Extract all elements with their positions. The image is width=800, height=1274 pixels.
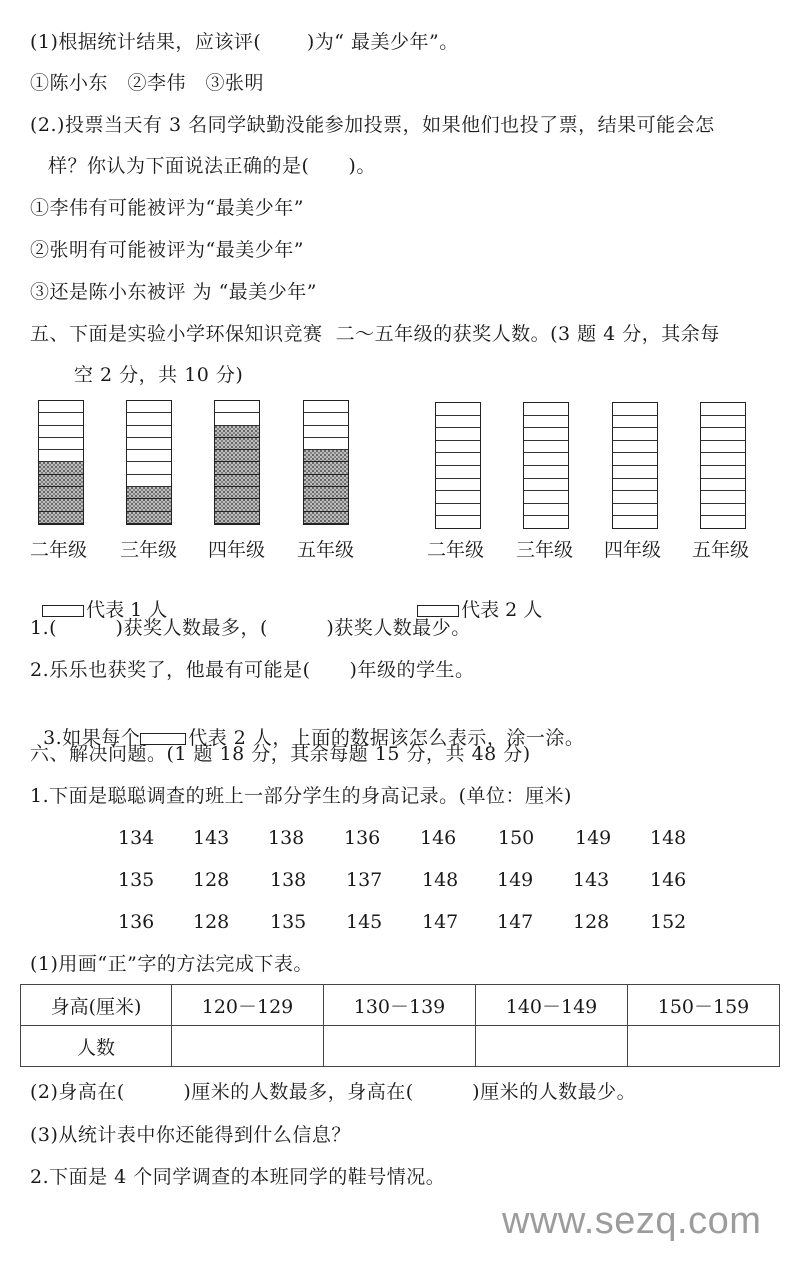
chart-cell[interactable] — [436, 441, 480, 454]
height-row — [0, 909, 800, 935]
height-value: 150 — [498, 827, 535, 849]
chart-cell[interactable] — [436, 428, 480, 441]
chart-cell[interactable] — [613, 428, 657, 441]
height-value: 137 — [346, 869, 383, 891]
problem-6-2-intro: 2.下面是 4 个同学调查的本班同学的鞋号情况。 — [30, 1166, 446, 1188]
question-5-3-prefix: 3.如果每个 — [43, 727, 141, 749]
chart-cell — [215, 487, 259, 499]
tally-range-cell: 150－159 — [628, 985, 780, 1026]
tally-header-label: 身高(厘米) — [21, 985, 172, 1026]
watermark: www.sezq.com — [502, 1200, 762, 1242]
height-value: 143 — [193, 827, 230, 849]
chart-cell — [39, 413, 83, 425]
height-value: 146 — [650, 869, 687, 891]
height-value: 135 — [118, 869, 155, 891]
legend-right-text: 代表 2 人 — [461, 599, 543, 621]
chart-cell[interactable] — [701, 466, 745, 479]
height-value: 143 — [573, 869, 610, 891]
chart-cell — [215, 475, 259, 487]
chart-right-label-grade5: 五年级 — [692, 539, 750, 561]
height-value: 138 — [268, 827, 305, 849]
chart-cell[interactable] — [524, 453, 568, 466]
section-5-title-line2: 空 2 分，共 10 分) — [74, 364, 244, 386]
chart-cell[interactable] — [436, 516, 480, 528]
chart-cell[interactable] — [613, 453, 657, 466]
chart-cell — [39, 438, 83, 450]
height-value: 148 — [650, 827, 687, 849]
chart-cell[interactable] — [701, 428, 745, 441]
height-value: 147 — [422, 911, 459, 933]
chart-cell[interactable] — [613, 504, 657, 517]
chart-cell — [215, 413, 259, 425]
section-6-title: 六、解决问题。(1 题 18 分，其余每题 15 分，共 48 分) — [30, 743, 531, 765]
height-value: 149 — [497, 869, 534, 891]
chart-left-label-grade4: 四年级 — [208, 539, 266, 561]
chart-cell — [39, 475, 83, 487]
chart-cell — [39, 512, 83, 524]
tally-table — [20, 984, 780, 1067]
chart-left-column-grade5 — [303, 400, 349, 525]
chart-cell — [39, 499, 83, 511]
height-value: 148 — [422, 869, 459, 891]
question-5-3-suffix: 代表 2 人，上面的数据该怎么表示，涂一涂。 — [188, 727, 585, 749]
chart-cell — [215, 499, 259, 511]
chart-cell — [304, 462, 348, 474]
question-4-1: (1)根据统计结果，应该评( )为“ 最美少年”。 — [30, 31, 459, 53]
tally-count-cell[interactable] — [628, 1026, 780, 1067]
tally-count-row — [21, 1026, 780, 1067]
chart-cell — [304, 401, 348, 413]
chart-right-column-grade2[interactable] — [435, 402, 481, 529]
height-value: 147 — [497, 911, 534, 933]
chart-right-column-grade3[interactable] — [523, 402, 569, 529]
chart-cell[interactable] — [436, 491, 480, 504]
tally-range-cell: 120－129 — [172, 985, 324, 1026]
height-value: 136 — [118, 911, 155, 933]
chart-cell — [39, 401, 83, 413]
chart-cell — [304, 450, 348, 462]
height-row — [0, 867, 800, 893]
chart-left-label-grade5: 五年级 — [297, 539, 355, 561]
chart-right-column-grade4[interactable] — [612, 402, 658, 529]
height-value: 152 — [650, 911, 687, 933]
chart-cell[interactable] — [524, 428, 568, 441]
chart-cell — [127, 401, 171, 413]
chart-cell — [127, 462, 171, 474]
chart-left-label-grade3: 三年级 — [120, 539, 178, 561]
chart-cell — [304, 512, 348, 524]
chart-cell — [304, 499, 348, 511]
chart-cell[interactable] — [436, 479, 480, 492]
question-4-2-line1: (2.)投票当天有 3 名同学缺勤没能参加投票，如果他们也投了票，结果可能会怎 — [30, 114, 715, 136]
chart-cell[interactable] — [701, 453, 745, 466]
question-4-2-line2: 样？你认为下面说法正确的是( )。 — [48, 155, 376, 177]
tally-count-cell[interactable] — [172, 1026, 324, 1067]
chart-cell — [127, 475, 171, 487]
height-value: 138 — [270, 869, 307, 891]
chart-cell — [215, 450, 259, 462]
question-4-2-option-1: ①李伟有可能被评为“最美少年” — [30, 197, 304, 219]
chart-right-label-grade3: 三年级 — [516, 539, 574, 561]
chart-cell[interactable] — [613, 403, 657, 416]
chart-cell — [39, 426, 83, 438]
chart-left-column-grade4 — [214, 400, 260, 525]
chart-left-label-grade2: 二年级 — [30, 539, 88, 561]
chart-cell — [39, 450, 83, 462]
tally-range-cell: 130－139 — [324, 985, 476, 1026]
height-row — [0, 825, 800, 851]
chart-left-column-grade2 — [38, 400, 84, 525]
chart-cell — [215, 426, 259, 438]
chart-cell[interactable] — [701, 491, 745, 504]
height-value: 149 — [575, 827, 612, 849]
chart-right-column-grade5[interactable] — [700, 402, 746, 529]
chart-cell — [215, 438, 259, 450]
chart-cell[interactable] — [436, 416, 480, 429]
height-value: 128 — [573, 911, 610, 933]
chart-cell — [127, 499, 171, 511]
problem-6-1-sub2: (2)身高在( )厘米的人数最多，身高在( )厘米的人数最少。 — [30, 1081, 637, 1103]
chart-right-label-grade2: 二年级 — [427, 539, 485, 561]
height-value: 135 — [270, 911, 307, 933]
question-4-2-option-3: ③还是陈小东被评 为 “最美少年” — [30, 281, 318, 303]
chart-cell — [215, 512, 259, 524]
height-value: 136 — [344, 827, 381, 849]
chart-cell[interactable] — [701, 416, 745, 429]
chart-cell[interactable] — [613, 479, 657, 492]
chart-cell — [127, 438, 171, 450]
chart-cell[interactable] — [436, 403, 480, 416]
problem-6-1-intro: 1.下面是聪聪调查的班上一部分学生的身高记录。(单位：厘米) — [30, 785, 572, 807]
chart-cell — [304, 413, 348, 425]
height-value: 128 — [193, 869, 230, 891]
chart-cell — [39, 462, 83, 474]
chart-cell[interactable] — [436, 504, 480, 517]
chart-cell[interactable] — [701, 403, 745, 416]
problem-6-1-sub1: (1)用画“正”字的方法完成下表。 — [30, 953, 313, 975]
tally-range-cell: 140－149 — [476, 985, 628, 1026]
tally-count-cell[interactable] — [324, 1026, 476, 1067]
chart-cell[interactable] — [701, 479, 745, 492]
chart-cell[interactable] — [524, 491, 568, 504]
chart-cell[interactable] — [524, 441, 568, 454]
height-value: 128 — [193, 911, 230, 933]
chart-cell[interactable] — [524, 516, 568, 528]
chart-cell[interactable] — [701, 441, 745, 454]
chart-cell[interactable] — [613, 491, 657, 504]
legend-left-text: 代表 1 人 — [86, 599, 168, 621]
chart-cell — [39, 487, 83, 499]
problem-6-1-sub3: (3)从统计表中你还能得到什么信息？ — [30, 1124, 351, 1146]
chart-cell — [215, 462, 259, 474]
chart-cell[interactable] — [524, 466, 568, 479]
chart-cell — [127, 450, 171, 462]
chart-cell — [127, 413, 171, 425]
chart-cell[interactable] — [613, 466, 657, 479]
question-4-2-option-2: ②张明有可能被评为“最美少年” — [30, 239, 304, 261]
height-value: 134 — [118, 827, 155, 849]
section-5-title-line1: 五、下面是实验小学环保知识竞赛 二～五年级的获奖人数。(3 题 4 分，其余每 — [30, 323, 720, 345]
chart-cell[interactable] — [613, 516, 657, 528]
chart-cell — [127, 512, 171, 524]
chart-cell[interactable] — [701, 504, 745, 517]
chart-cell — [127, 426, 171, 438]
chart-cell[interactable] — [436, 453, 480, 466]
chart-cell — [304, 426, 348, 438]
chart-cell[interactable] — [524, 416, 568, 429]
chart-cell — [304, 487, 348, 499]
chart-cell[interactable] — [524, 403, 568, 416]
chart-left-column-grade3 — [126, 400, 172, 525]
chart-cell[interactable] — [613, 416, 657, 429]
chart-cell — [127, 487, 171, 499]
height-value: 146 — [420, 827, 457, 849]
chart-cell — [215, 401, 259, 413]
tally-count-cell[interactable] — [476, 1026, 628, 1067]
tally-header-row — [21, 985, 780, 1026]
question-4-1-options: ①陈小东 ②李伟 ③张明 — [30, 72, 265, 94]
chart-cell — [304, 475, 348, 487]
chart-cell[interactable] — [701, 516, 745, 528]
question-5-2: 2.乐乐也获奖了，他最有可能是( )年级的学生。 — [30, 659, 475, 681]
chart-cell[interactable] — [613, 441, 657, 454]
chart-right-label-grade4: 四年级 — [604, 539, 662, 561]
tally-row-label: 人数 — [21, 1026, 172, 1067]
chart-cell[interactable] — [524, 504, 568, 517]
chart-cell[interactable] — [436, 466, 480, 479]
chart-cell[interactable] — [524, 479, 568, 492]
height-value: 145 — [346, 911, 383, 933]
question-5-1: 1.( )获奖人数最多，( )获奖人数最少。 — [30, 617, 471, 639]
chart-cell — [304, 438, 348, 450]
